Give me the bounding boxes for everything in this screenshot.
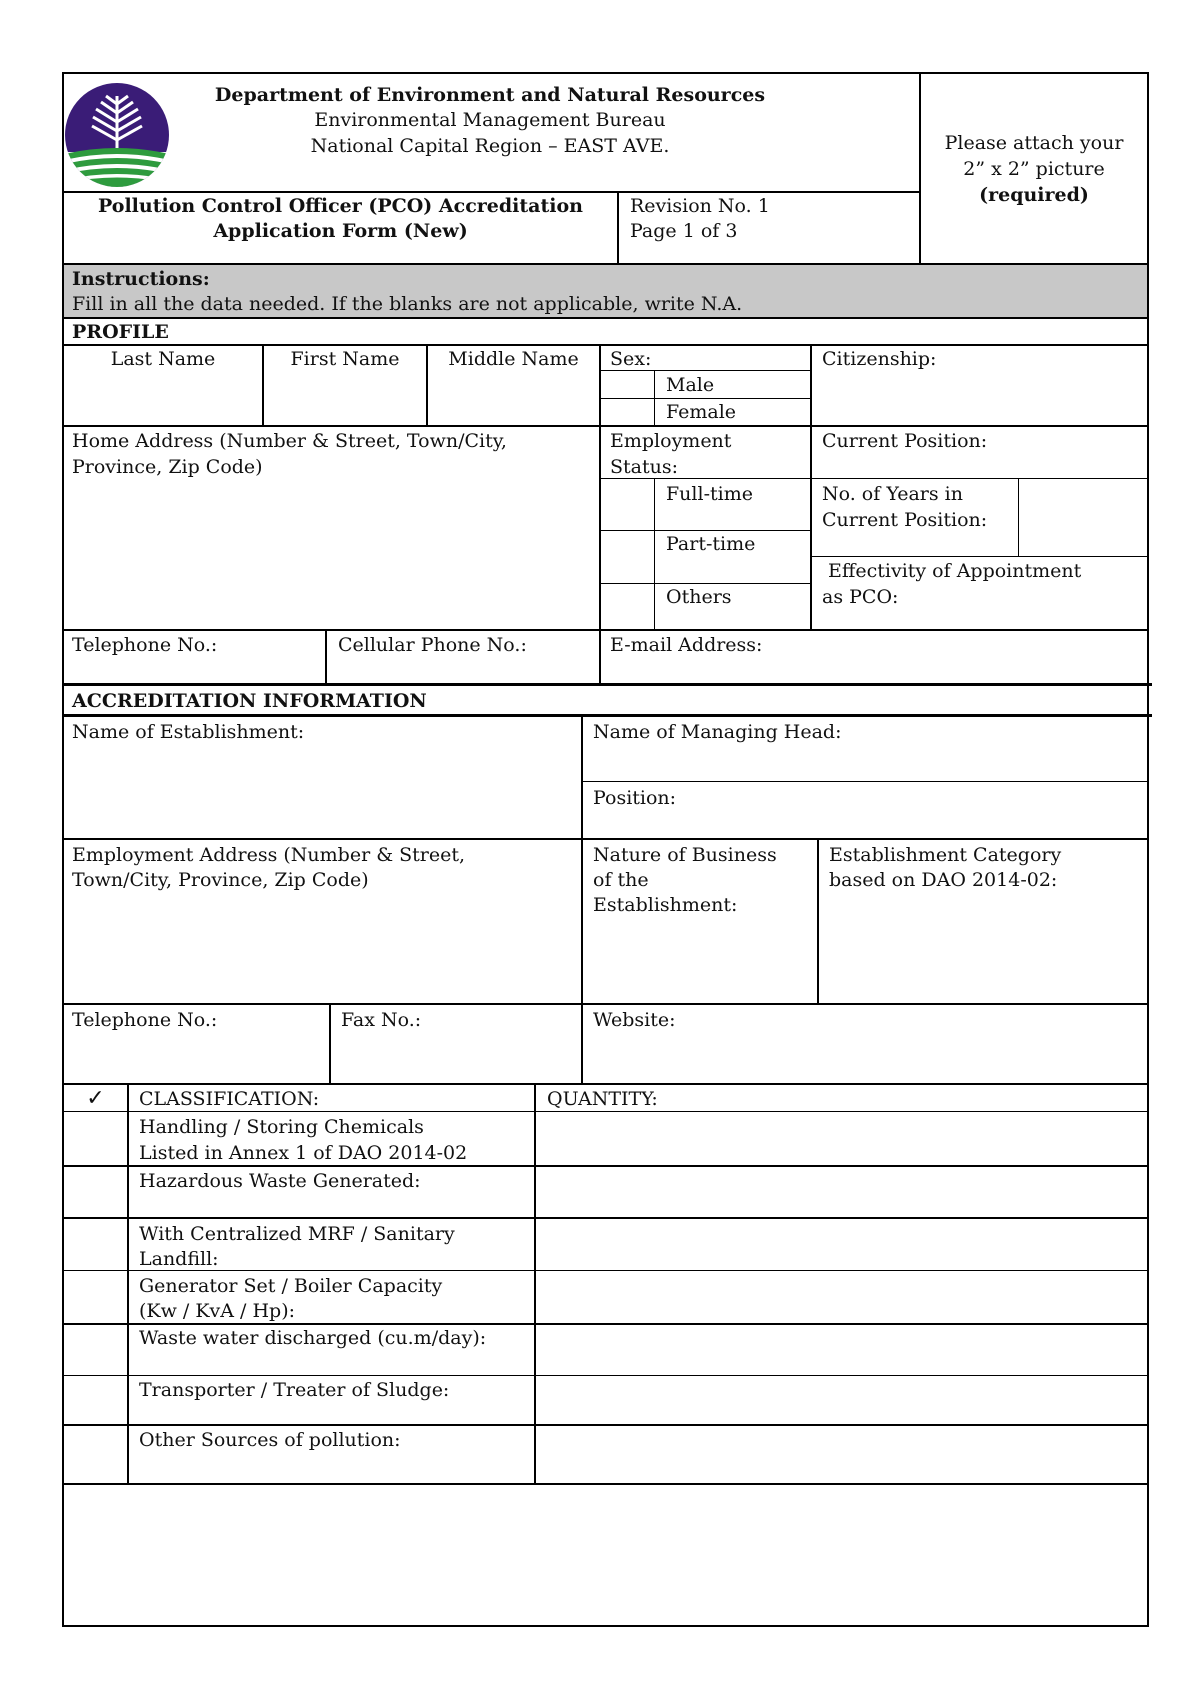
full-time-checkbox[interactable]: [601, 479, 654, 530]
classification-label-line1: Generator Set / Boiler Capacity: [139, 1275, 443, 1297]
home-address-label-2: Province, Zip Code): [72, 456, 263, 478]
website-field[interactable]: [583, 1033, 1147, 1082]
telephone-label: Telephone No.:: [72, 634, 218, 656]
last-name-label: Last Name: [110, 348, 216, 370]
cellular-label: Cellular Phone No.:: [338, 634, 527, 656]
classification-checkbox[interactable]: [64, 1219, 127, 1270]
full-time-label: Full-time: [666, 483, 753, 505]
citizenship-label: Citizenship:: [822, 348, 937, 370]
quantity-field[interactable]: [536, 1325, 1147, 1375]
fax-label: Fax No.:: [341, 1009, 422, 1031]
classification-checkbox[interactable]: [64, 1426, 127, 1483]
employment-status-label-1: Employment: [610, 430, 732, 452]
denr-logo-icon: [64, 82, 170, 188]
first-name-label: First Name: [290, 348, 400, 370]
classification-label-line2: (Kw / KvA / Hp):: [139, 1300, 296, 1322]
classification-checkbox[interactable]: [64, 1112, 127, 1165]
revision-number: Revision No. 1: [630, 195, 770, 217]
last-name-field[interactable]: [64, 372, 262, 424]
employment-address-field[interactable]: [64, 895, 581, 1002]
middle-name-field[interactable]: [428, 372, 599, 424]
classification-checkbox[interactable]: [64, 1271, 127, 1323]
emp-v: [654, 478, 655, 629]
quantity-field[interactable]: [536, 1271, 1147, 1323]
classification-label-line2: Listed in Annex 1 of DAO 2014-02: [139, 1142, 468, 1164]
nature-of-business-label-2: of the: [593, 869, 649, 891]
sex-label: Sex:: [610, 348, 652, 370]
cellular-field[interactable]: [327, 658, 599, 683]
classification-label-line2: Landfill:: [139, 1248, 219, 1270]
years-field[interactable]: [1019, 479, 1147, 556]
position-field[interactable]: [583, 811, 1147, 838]
border-bottom: [62, 1625, 1149, 1627]
establishment-category-label-1: Establishment Category: [829, 844, 1062, 866]
position-label: Position:: [593, 787, 677, 809]
current-position-field[interactable]: [812, 454, 1147, 478]
instructions-heading: Instructions:: [72, 268, 210, 290]
acc-row1-bottom: [62, 838, 1149, 840]
accreditation-heading-bottom: [62, 714, 1152, 717]
profile-row1-bottom: [62, 425, 1149, 427]
revision-divider: [617, 191, 619, 265]
managing-head-field[interactable]: [583, 745, 1147, 781]
quantity-field[interactable]: [536, 1376, 1147, 1424]
employment-address-label-1: Employment Address (Number & Street,: [72, 844, 466, 866]
establishment-telephone-field[interactable]: [64, 1033, 329, 1082]
classification-checkbox[interactable]: [64, 1376, 127, 1424]
classification-label-line1: Hazardous Waste Generated:: [139, 1170, 421, 1192]
part-time-checkbox[interactable]: [601, 531, 654, 583]
male-label: Male: [666, 374, 715, 396]
classification-checkbox[interactable]: [64, 1325, 127, 1375]
female-checkbox[interactable]: [601, 399, 654, 425]
instructions-text: Fill in all the data needed. If the blanks are not applicable, write N.A.: [72, 293, 743, 315]
sex-v: [654, 370, 655, 426]
others-checkbox[interactable]: [601, 584, 654, 629]
region-name: National Capital Region – EAST AVE.: [310, 135, 670, 157]
first-name-field[interactable]: [264, 372, 426, 424]
establishment-label: Name of Establishment:: [72, 721, 305, 743]
dept-name: Department of Environment and Natural Resources: [214, 84, 766, 106]
form-title-line1: Pollution Control Officer (PCO) Accreditation: [98, 195, 583, 217]
photo-instruction-1: Please attach your: [944, 132, 1124, 154]
establishment-category-field[interactable]: [819, 895, 1147, 1002]
female-label: Female: [666, 401, 737, 423]
acc-row2-bottom: [62, 1003, 1149, 1005]
current-position-label: Current Position:: [822, 430, 988, 452]
border-right: [1147, 72, 1149, 1627]
years-h: [810, 556, 1149, 557]
blank-area: [64, 1485, 1147, 1625]
quantity-field[interactable]: [536, 1219, 1147, 1270]
acc-h-head: [581, 781, 1149, 782]
accreditation-top: [62, 683, 1152, 686]
photo-attachment-area[interactable]: [921, 74, 1147, 263]
form-title-line2: Application Form (New): [213, 220, 468, 242]
years-label-2: Current Position:: [822, 509, 988, 531]
quantity-field[interactable]: [536, 1167, 1147, 1217]
effectivity-label-2: as PCO:: [822, 586, 899, 608]
denr-logo: [64, 82, 170, 188]
classification-label-line1: With Centralized MRF / Sanitary: [139, 1223, 455, 1245]
accreditation-heading: ACCREDITATION INFORMATION: [72, 690, 427, 712]
nature-of-business-label-3: Establishment:: [593, 894, 738, 916]
quantity-field[interactable]: [536, 1426, 1147, 1483]
check-mark-icon: ✓: [86, 1086, 105, 1111]
establishment-category-label-2: based on DAO 2014-02:: [829, 869, 1058, 891]
classification-checkbox[interactable]: [64, 1167, 127, 1217]
years-label-1: No. of Years in: [822, 483, 963, 505]
profile-heading: PROFILE: [72, 321, 169, 343]
others-label: Others: [666, 586, 732, 608]
quantity-heading: QUANTITY:: [547, 1088, 658, 1110]
photo-required: (required): [979, 184, 1089, 206]
part-time-label: Part-time: [666, 533, 756, 555]
classification-heading: CLASSIFICATION:: [139, 1088, 320, 1110]
effectivity-label-1: Effectivity of Appointment: [828, 560, 1082, 582]
website-label: Website:: [593, 1009, 676, 1031]
classification-label-line1: Transporter / Treater of Sludge:: [139, 1379, 450, 1401]
fax-field[interactable]: [331, 1033, 581, 1082]
employment-status-label-2: Status:: [610, 456, 679, 478]
home-address-label-1: Home Address (Number & Street, Town/City,: [72, 430, 507, 452]
quantity-field[interactable]: [536, 1112, 1147, 1165]
photo-instruction-2: 2” x 2” picture: [963, 158, 1105, 180]
acc-row3-bottom: [62, 1083, 1149, 1085]
classification-label-line1: Waste water discharged (cu.m/day):: [139, 1327, 487, 1349]
nature-of-business-label-1: Nature of Business: [593, 844, 777, 866]
telephone-field[interactable]: [64, 658, 325, 683]
profile-row2-bottom: [62, 629, 1149, 631]
nature-of-business-field[interactable]: [583, 920, 817, 1002]
establishment-field[interactable]: [64, 745, 581, 837]
managing-head-label: Name of Managing Head:: [593, 721, 842, 743]
employment-address-label-2: Town/City, Province, Zip Code): [72, 869, 369, 891]
classification-label-line1: Handling / Storing Chemicals: [139, 1116, 424, 1138]
email-field[interactable]: [601, 658, 1147, 683]
email-label: E-mail Address:: [610, 634, 763, 656]
bureau-name: Environmental Management Bureau: [314, 109, 666, 131]
male-checkbox[interactable]: [601, 371, 654, 398]
citizenship-field[interactable]: [812, 372, 1147, 424]
classification-label-line1: Other Sources of pollution:: [139, 1429, 401, 1451]
effectivity-field[interactable]: [900, 584, 1147, 629]
establishment-telephone-label: Telephone No.:: [72, 1009, 218, 1031]
instruction-bottom: [62, 317, 1149, 319]
home-address-field[interactable]: [64, 482, 599, 628]
middle-name-label: Middle Name: [448, 348, 579, 370]
page-number: Page 1 of 3: [630, 220, 738, 242]
